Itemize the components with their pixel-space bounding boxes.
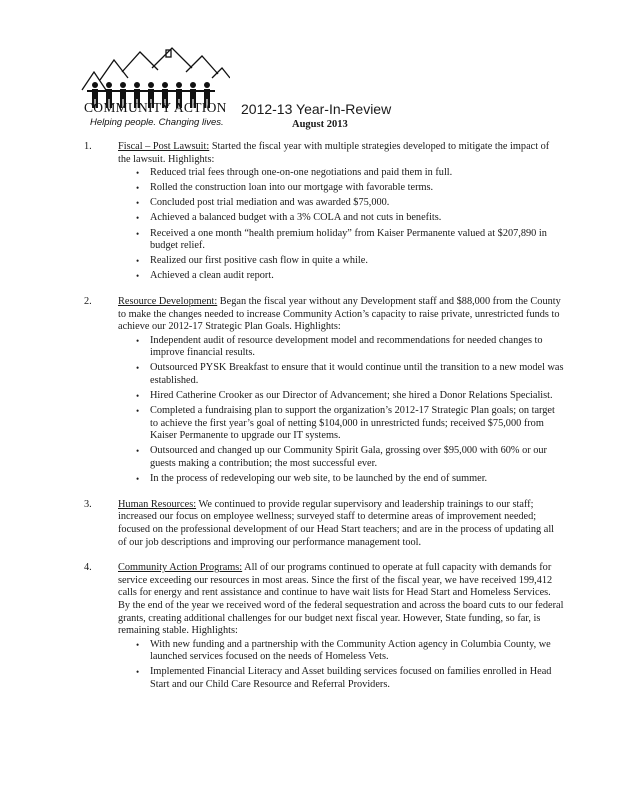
list-item-text: Outsourced PYSK Breakfast to ensure that it would continue until the transition to a new model was established. <box>150 362 564 386</box>
list-item-text: Completed a fundraising plan to support the organization’s 2012-17 Strategic Plan goals; on target to achieve the first year’s goal of netting $104,000 in unrestricted funds; received $75,000 from Kaiser Permanente to upgrade our IT systems. <box>150 405 555 442</box>
list-item-text: Achieved a balanced budget with a 3% COLA and not cuts in benefits. <box>150 212 442 224</box>
section-number: 2. <box>84 295 92 307</box>
list-item <box>136 390 564 403</box>
section-text: Began the fiscal year without any Development staff and $88,000 from the County to make the changes needed to increase Community Action’s capacity to raise private, unrestricted funds to achieve our 2012-17 Strategic Plan Goals. Highlights: <box>118 295 561 333</box>
section-number: 1. <box>84 141 92 152</box>
list-item <box>136 270 564 283</box>
bullet-icon: • <box>136 168 140 179</box>
bullet-icon: • <box>136 198 140 209</box>
bullet-icon: • <box>136 271 140 282</box>
bullet-icon: • <box>136 363 140 374</box>
section-4 <box>84 562 564 691</box>
list-item <box>136 638 564 664</box>
section-paragraph <box>118 499 564 549</box>
bullet-icon: • <box>136 446 140 457</box>
list-item-text: Outsourced and changed up our Community Spirit Gala, grossing over $95,000 with 60% or our guests making a contribution; the most successful ever. <box>150 445 547 470</box>
list-item-text: Realized our first positive cash flow in quite a while. <box>150 255 368 267</box>
list-item <box>136 445 564 470</box>
list-item <box>136 405 564 443</box>
section-2 <box>84 296 564 486</box>
section-paragraph <box>118 141 564 166</box>
document-body <box>84 141 564 705</box>
section-text: All of our programs continued to operate at full capacity with demands for service exceeding our resources in most areas. Since the first of the fiscal year, we have received 199,412 calls for energy and rent assistance and continue to have wait lists for Head Start and Homeless Services. By the end of the year we received word of the federal sequestration and across the board cuts to our federal grants, creating additional challenges for our budget next fiscal year. However, State funding, so far, is remaining stable. Highlights: <box>118 562 564 637</box>
list-item <box>136 167 564 180</box>
section-1 <box>84 141 564 283</box>
list-item <box>136 666 564 691</box>
section-3 <box>84 499 564 549</box>
list-item <box>136 227 564 253</box>
list-item-text: With new funding and a partnership with the Community Action agency in Columbia County, we launched services focused on the needs of Homeless Vets. <box>150 638 551 663</box>
list-item-text: Rolled the construction loan into our mortgage with favorable terms. <box>150 182 434 194</box>
list-item-text: Hired Catherine Crooker as our Director of Advancement; she hired a Donor Relations Specialist. <box>150 390 553 402</box>
section-text: Started the fiscal year with multiple strategies developed to mitigate the impact of the lawsuit. Highlights: <box>118 141 550 165</box>
list-item <box>136 197 564 210</box>
bullet-icon: • <box>136 213 140 224</box>
highlights-list <box>118 335 564 486</box>
list-item <box>136 212 564 225</box>
logo-tagline: Helping people. Changing lives. <box>90 117 224 128</box>
section-heading: Resource Development: <box>118 295 218 307</box>
section-text: We continued to provide regular supervisory and leadership trainings to our staff; increased our focus on employee wellness; surveyed staff to determine areas of improvement needed; focused on the professional development of our Head Start teachers; and are in the process of updating all of our job descriptions and improving our performance management tool. <box>118 498 555 548</box>
section-paragraph <box>118 296 564 334</box>
list-item <box>136 182 564 195</box>
section-heading: Community Action Programs: <box>118 562 243 574</box>
section-heading: Human Resources: <box>118 498 197 510</box>
list-item-text: In the process of redeveloping our web site, to be launched by the end of summer. <box>150 473 488 485</box>
highlights-list <box>118 639 564 692</box>
list-item-text: Implemented Financial Literacy and Asset building services focused on families enrolled in Head Start and our Child Care Resource and Referral Providers. <box>150 666 552 690</box>
list-item-text: Achieved a clean audit report. <box>150 270 274 282</box>
list-item <box>136 362 564 387</box>
section-number: 3. <box>84 498 92 510</box>
list-item-text: Received a one month “health premium holiday” from Kaiser Permanente valued at $207,890 in budget relief. <box>150 227 547 252</box>
document-date: August 2013 <box>292 119 348 130</box>
list-item <box>136 473 564 486</box>
bullet-icon: • <box>136 228 140 239</box>
section-paragraph <box>118 562 564 638</box>
bullet-icon: • <box>136 406 140 417</box>
document-title: 2012-13 Year-In-Review <box>241 101 392 117</box>
bullet-icon: • <box>136 391 140 402</box>
bullet-icon: • <box>136 667 140 678</box>
logo-wordmark: COMMUNITY ACTION <box>84 100 227 115</box>
highlights-list <box>118 167 564 283</box>
list-item-text: Independent audit of resource development model and recommendations for needed changes to improve financial results. <box>150 334 543 359</box>
bullet-icon: • <box>136 474 140 485</box>
section-heading: Fiscal – Post Lawsuit: <box>118 141 210 152</box>
list-item <box>136 255 564 268</box>
bullet-icon: • <box>136 183 140 194</box>
list-item-text: Concluded post trial mediation and was awarded $75,000. <box>150 197 390 209</box>
bullet-icon: • <box>136 256 140 267</box>
list-item-text: Reduced trial fees through one-on-one negotiations and paid them in full. <box>150 167 453 179</box>
list-item <box>136 334 564 360</box>
section-number: 4. <box>84 562 92 574</box>
bullet-icon: • <box>136 639 140 650</box>
bullet-icon: • <box>136 335 140 346</box>
